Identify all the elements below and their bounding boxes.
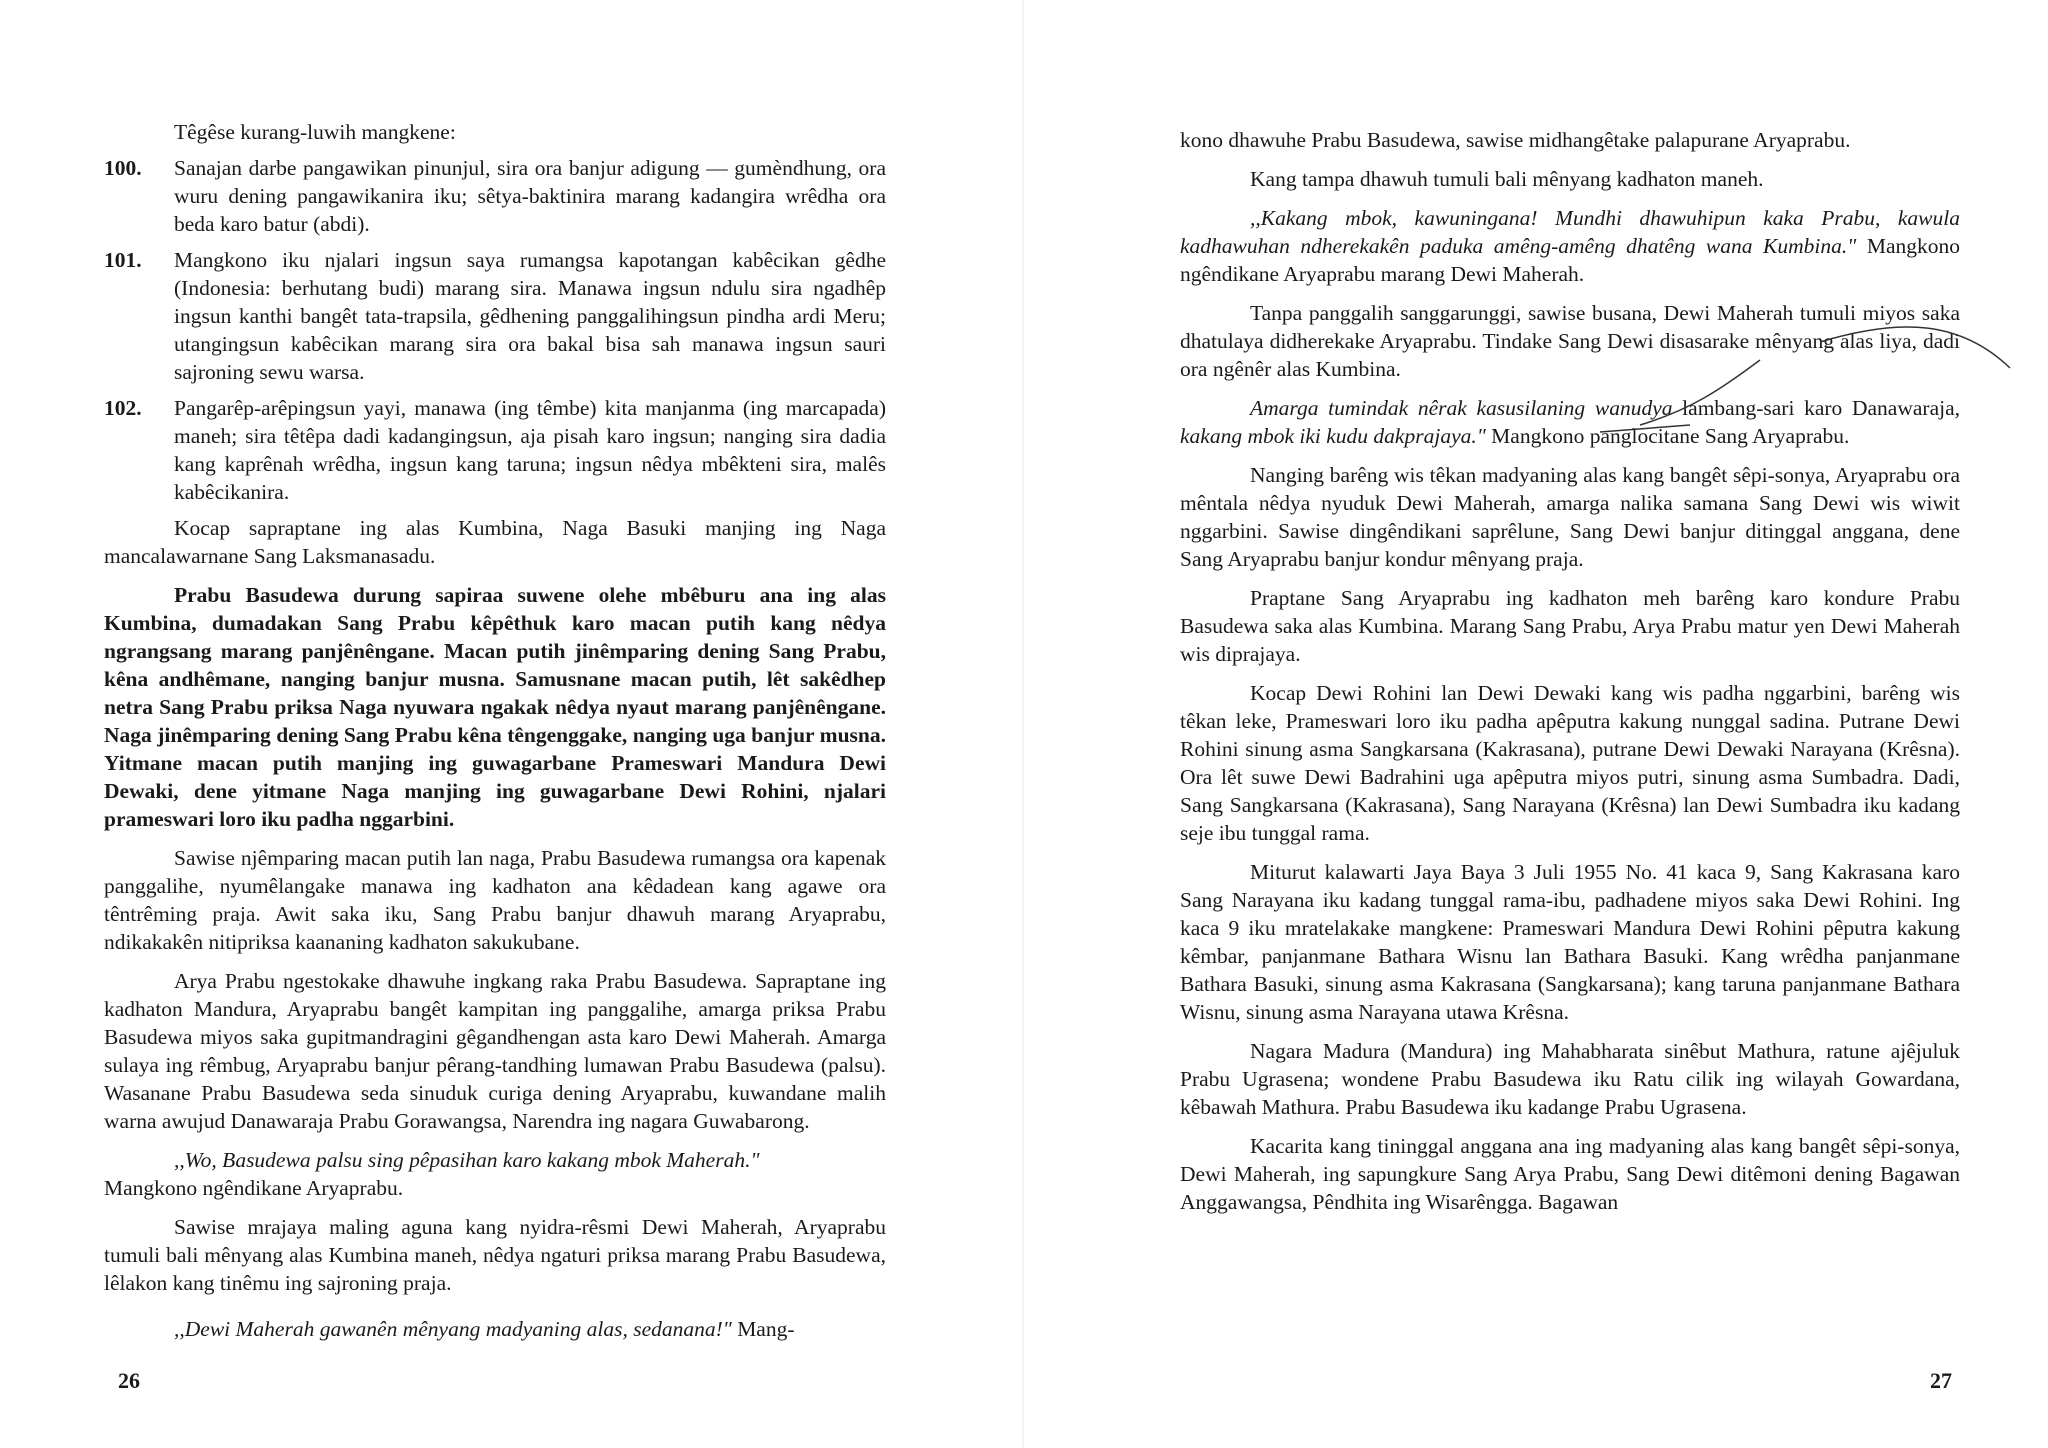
paragraph: Sawise mrajaya maling aguna kang nyidra-rêsmi Dewi Maherah, Aryaprabu tumuli bali mênyang alas Kumbina maneh, nêdya ngaturi priksa marang Prabu Basudewa, lêlakon kang tinêmu ing sajroning praja. bbox=[104, 1215, 886, 1295]
paragraph-text: lambang-sari karo Danawaraja, bbox=[1672, 396, 1960, 420]
item-text: Pangarêp-arêpingsun yayi, manawa (ing têmbe) kita manjanma (ing marcapada) maneh; sira têtêpa dadi kadangingsun, aja pisah karo ingsun; nanging sira dadia kang kaprênah wrêdha, ingsun kang taruna; ingsun nêdya mbêkteni sira, malês kabêcikanira. bbox=[174, 396, 886, 504]
intro-line: Têgêse kurang-luwih mangkene: bbox=[174, 120, 456, 144]
page-number: 26 bbox=[118, 1368, 140, 1393]
item-number: 102. bbox=[104, 396, 142, 420]
item-number: 101. bbox=[104, 248, 142, 272]
paragraph: Nagara Madura (Mandura) ing Mahabharata sinêbut Mathura, ratune ajêjuluk Prabu Ugrasena; wondene Prabu Basudewa iku Ratu cilik ing wilayah Gowardana, kêbawah Mathura. Prabu Basudewa iku kadange Prabu Ugrasena. bbox=[1180, 1039, 1960, 1119]
paragraph-text: Mangkono ngêndikane Aryaprabu marang Dewi Maherah. bbox=[1180, 234, 1960, 286]
paragraph: Prabu Basudewa durung sapiraa suwene olehe mbêburu ana ing alas Kumbina, dumadakan Sang Prabu kêpêthuk karo macan putih kang nêdya ngrangsang marang panjênêngane. Macan putih jinêmparing dening Sang Prabu, kêna andhêmane, nanging banjur musna. Samusnane macan putih, lêt sakêdhep netra Sang Prabu priksa Naga nyuwara ngakak nêdya nyaut marang panjênêngane. Naga jinêmparing dening Sang Prabu kêna têngenggake, nanging uga banjur musna. Yitmane macan putih manjing ing guwagarbane Prameswari Mandura Dewi Dewaki, dene yitmane Naga manjing ing guwagarbane Dewi Rohini, njalari prameswari loro iku padha nggarbini. bbox=[104, 583, 886, 831]
quote-text: ,,Kakang mbok, kawuningana! Mundhi dhawuhipun kaka Prabu, kawula kadhawuhan ndherekakên paduka amêng-amêng dhatêng wana Kumbina." bbox=[1180, 206, 1960, 258]
quote-text: kakang mbok iki kudu dakprajaya." bbox=[1180, 424, 1486, 448]
right-text-column bbox=[1180, 126, 1960, 1227]
paragraph: Kocap sapraptane ing alas Kumbina, Naga Basuki manjing ing Naga mancalawarnane Sang Laksmanasadu. bbox=[104, 516, 886, 568]
paragraph: Nanging barêng wis têkan madyaning alas kang bangêt sêpi-sonya, Aryaprabu ora mêntala nêdya nyuduk Dewi Maherah, amarga nalika samana Sang Dewi wis wiwit nggarbini. Sawise dingêndikani saprêlune, Sang Dewi banjur ditinggal anggana, dene Sang Aryaprabu banjur kondur mênyang praja. bbox=[1180, 463, 1960, 571]
paragraph: Miturut kalawarti Jaya Baya 3 Juli 1955 No. 41 kaca 9, Sang Kakrasana karo Sang Narayana iku kadang tunggal rama-ibu, padhadene miyos saka Dewi Rohini. Ing kaca 9 iku mratelakake mangkene: Prameswari Mandura Dewi Rohini pêputra kakung kêmbar, panjanmane Bathara Wisnu lan Bathara Basuki. Kang wrêdha panjanmane Bathara Basuki, sinung asma Kakrasana (Sangkarsana); kang taruna panjanmane Bathara Wisnu, sinung asma Narayana utawa Krêsna. bbox=[1180, 860, 1960, 1024]
paragraph: Arya Prabu ngestokake dhawuhe ingkang raka Prabu Basudewa. Sapraptane ing kadhaton Mandura, Aryaprabu bangêt kampitan ing panggalihe, amarga priksa Prabu Basudewa miyos saka gupitmandragini gêgandhengan asta karo Dewi Maherah. Amarga sulaya ing rêmbug, Aryaprabu banjur pêrang-tandhing lumawan Prabu Basudewa (palsu). Wasanane Prabu Basudewa seda sinuduk curiga dening Aryaprabu, kuwandane malih warna awujud Danawaraja Prabu Gorawangsa, Narendra ing nagara Guwabarong. bbox=[104, 969, 886, 1133]
paragraph: Praptane Sang Aryaprabu ing kadhaton meh barêng karo kondure Prabu Basudewa saka alas Kumbina. Marang Sang Prabu, Arya Prabu matur yen Dewi Maherah wis diprajaya. bbox=[1180, 586, 1960, 666]
item-text: Mangkono iku njalari ingsun saya rumangsa kapotangan kabêcikan gêdhe (Indonesia: berhutang budi) marang sira. Manawa ingsun ndulu sira ngadhêp ingsun kanthi bangêt tata-trapsila, gêdhening panggalihingsun pindha ardi Meru; utangingsun kabêcikan marang sira ora bakal bisa sah manawa ingsun sauri sajroning sewu warsa. bbox=[174, 248, 886, 384]
right-page bbox=[1024, 0, 2048, 1448]
page-number: 27 bbox=[1930, 1368, 1952, 1393]
numbered-item bbox=[104, 154, 886, 238]
paragraph: Sawise njêmparing macan putih lan naga, Prabu Basudewa rumangsa ora kapenak panggalihe, nyumêlangake manawa ing kadhaton ana kêdadean kang agawe ora têntrêming praja. Awit saka iku, Sang Prabu banjur dhawuh marang Aryaprabu, ndikakakên nitipriksa kaananing kadhaton sakukubane. bbox=[104, 846, 886, 954]
quote-text: Amarga tumindak nêrak kasusilaning wanudya bbox=[1250, 396, 1673, 420]
paragraph bbox=[104, 1146, 886, 1202]
paragraph: Kang tampa dhawuh tumuli bali mênyang kadhaton maneh. bbox=[1250, 167, 1764, 191]
item-text: Sanajan darbe pangawikan pinunjul, sira ora banjur adigung — gumèndhung, ora wuru dening pangawikanira iku; sêtya-baktinira marang kadangira wrêdha ora beda karo batur (abdi). bbox=[174, 156, 886, 236]
paragraph bbox=[1180, 204, 1960, 288]
quote-text: ,,Wo, Basudewa palsu sing pêpasihan karo kakang mbok Maherah." bbox=[174, 1148, 760, 1172]
paragraph-text: Mangkono panglocitane Sang Aryaprabu. bbox=[1485, 424, 1850, 448]
quote-text: ,,Dewi Maherah gawanên mênyang madyaning alas, sedanana!" bbox=[174, 1317, 732, 1341]
paragraph: Kocap Dewi Rohini lan Dewi Dewaki kang wis padha nggarbini, barêng wis têkan leke, Prameswari loro iku padha apêputra kakung nunggal sadina. Putrane Dewi Rohini sinung asma Sangkarsana (Kakrasana), putrane Dewi Dewaki Narayana (Krêsna). Ora lêt suwe Dewi Badrahini uga apêputra miyos putri, sinung asma Sumbadra. Dadi, Sang Sangkarsana (Kakrasana), Sang Narayana (Krêsna) lan Dewi Sumbadra iku kadang seje ibu tunggal rama. bbox=[1180, 681, 1960, 845]
paragraph-text: Mang- bbox=[731, 1317, 795, 1341]
numbered-item bbox=[104, 246, 886, 386]
paragraph: kono dhawuhe Prabu Basudewa, sawise midhangêtake palapurane Aryaprabu. bbox=[1180, 128, 1851, 152]
paragraph: Tanpa panggalih sanggarunggi, sawise busana, Dewi Maherah tumuli miyos saka dhatulaya didherekake Aryaprabu. Tindake Sang Dewi disasarake mênyang alas liya, dadi ora ngênêr alas Kumbina. bbox=[1180, 301, 1960, 381]
left-text-column bbox=[104, 118, 886, 1354]
paragraph: Kacarita kang tininggal anggana ana ing madyaning alas kang bangêt sêpi-sonya, Dewi Maherah, ing sapungkure Sang Arya Prabu, Sang Dewi ditêmoni dening Bagawan Anggawangsa, Pêndhita ing Wisarêngga. Bagawan bbox=[1180, 1134, 1960, 1214]
numbered-item bbox=[104, 394, 886, 506]
paragraph-text: Mangkono ngêndikane Aryaprabu. bbox=[104, 1176, 404, 1200]
paragraph bbox=[1180, 394, 1960, 450]
paragraph bbox=[104, 1315, 886, 1343]
item-number: 100. bbox=[104, 156, 142, 180]
